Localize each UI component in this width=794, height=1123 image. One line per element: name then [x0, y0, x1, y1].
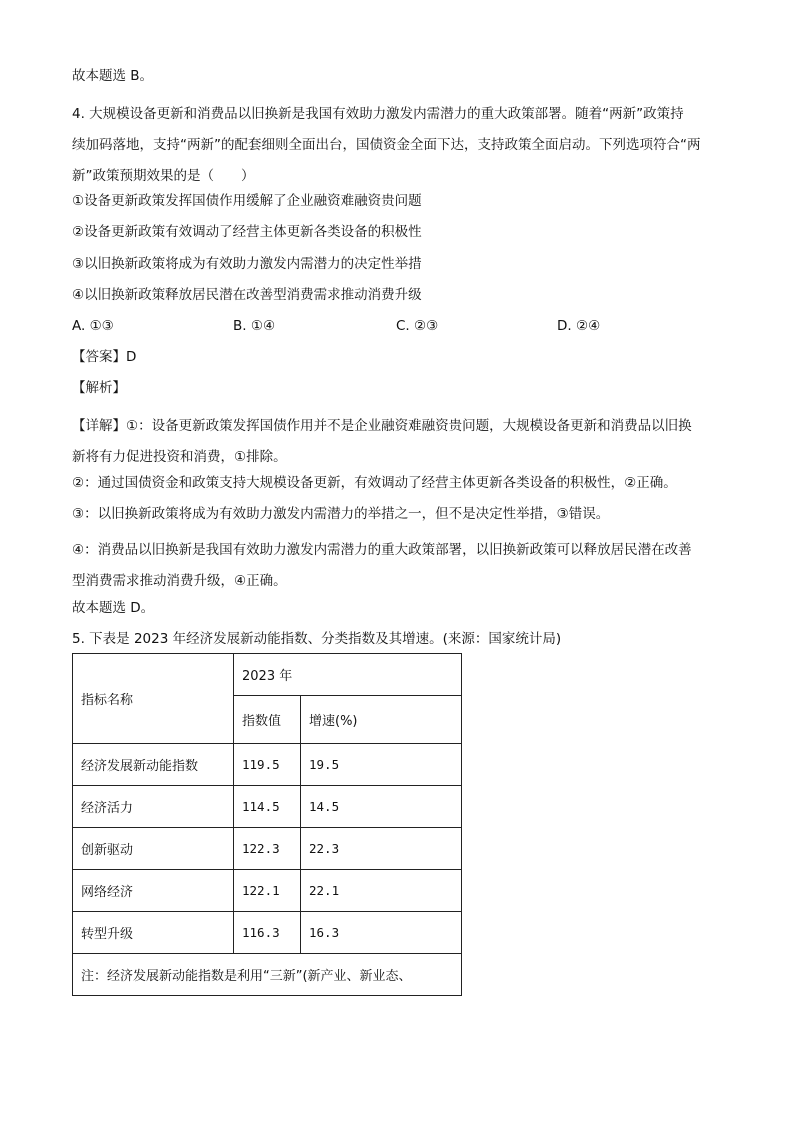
header-growth-cell: 增速(%)	[301, 696, 462, 744]
table-row	[73, 870, 462, 912]
q4-option-a: A. ①③	[72, 318, 114, 334]
row-growth-cell: 19.5	[301, 744, 462, 786]
q4-detail-line: 新将有力促进投资和消费，①排除。	[72, 449, 287, 465]
q4-option-c: C. ②③	[396, 318, 439, 334]
table-row	[73, 912, 462, 954]
row-name-cell: 网络经济	[73, 870, 234, 912]
table-row	[73, 744, 462, 786]
q4-stem-line: 4. 大规模设备更新和消费品以旧换新是我国有效助力激发内需潜力的重大政策部署。随着“两新”政策持	[72, 106, 684, 122]
row-growth-cell: 16.3	[301, 912, 462, 954]
q4-option-d: D. ②④	[557, 318, 601, 334]
q4-conclusion: 故本题选 D。	[72, 600, 155, 616]
table-header-row	[73, 654, 462, 696]
row-index-cell: 122.1	[234, 870, 301, 912]
q4-detail-4	[72, 535, 722, 597]
row-index-cell: 114.5	[234, 786, 301, 828]
q4-answer: 【答案】D	[72, 349, 137, 365]
q4-detail-2: ②：通过国债资金和政策支持大规模设备更新，有效调动了经营主体更新各类设备的积极性，②正确。	[72, 475, 677, 491]
q4-detail-line: ④：消费品以旧换新是我国有效助力激发内需潜力的重大政策部署，以旧换新政策可以释放居民潜在改善	[72, 542, 692, 558]
q3-conclusion: 故本题选 B。	[72, 68, 154, 84]
q4-option-b: B. ①④	[233, 318, 276, 334]
q4-detail-line: 【详解】①：设备更新政策发挥国债作用并不是企业融资难融资贵问题，大规模设备更新和消费品以旧换	[72, 418, 692, 434]
q4-statement-2: ②设备更新政策有效调动了经营主体更新各类设备的积极性	[72, 224, 422, 240]
table-row	[73, 828, 462, 870]
q5-stem: 5. 下表是 2023 年经济发展新动能指数、分类指数及其增速。(来源：国家统计局)	[72, 631, 562, 647]
row-growth-cell: 14.5	[301, 786, 462, 828]
row-index-cell: 122.3	[234, 828, 301, 870]
row-name-cell: 经济活力	[73, 786, 234, 828]
row-index-cell: 119.5	[234, 744, 301, 786]
q4-detail-1	[72, 411, 722, 473]
row-index-cell: 116.3	[234, 912, 301, 954]
header-index-cell: 指数值	[234, 696, 301, 744]
table-note: 注：经济发展新动能指数是利用“三新”(新产业、新业态、	[73, 954, 462, 996]
q4-detail-line: 型消费需求推动消费升级，④正确。	[72, 573, 287, 589]
row-growth-cell: 22.3	[301, 828, 462, 870]
q4-analysis-label: 【解析】	[72, 380, 126, 396]
row-name-cell: 经济发展新动能指数	[73, 744, 234, 786]
q4-stem-line: 新”政策预期效果的是（ ）	[72, 168, 255, 184]
table-note-row	[73, 954, 462, 996]
row-growth-cell: 22.1	[301, 870, 462, 912]
header-year-cell: 2023 年	[234, 654, 462, 696]
data-table	[72, 653, 462, 996]
q4-stem-line: 续加码落地，支持“两新”的配套细则全面出台，国债资金全面下达，支持政策全面启动。下列选项符合“两	[72, 137, 701, 153]
q4-statement-1: ①设备更新政策发挥国债作用缓解了企业融资难融资贵问题	[72, 193, 422, 209]
row-name-cell: 转型升级	[73, 912, 234, 954]
header-name-cell: 指标名称	[73, 654, 234, 744]
q4-statement-4: ④以旧换新政策释放居民潜在改善型消费需求推动消费升级	[72, 287, 422, 303]
q4-stem	[72, 99, 722, 192]
row-name-cell: 创新驱动	[73, 828, 234, 870]
table-row	[73, 786, 462, 828]
q4-detail-3: ③：以旧换新政策将成为有效助力激发内需潜力的举措之一，但不是决定性举措，③错误。	[72, 506, 610, 522]
q4-statement-3: ③以旧换新政策将成为有效助力激发内需潜力的决定性举措	[72, 256, 422, 272]
